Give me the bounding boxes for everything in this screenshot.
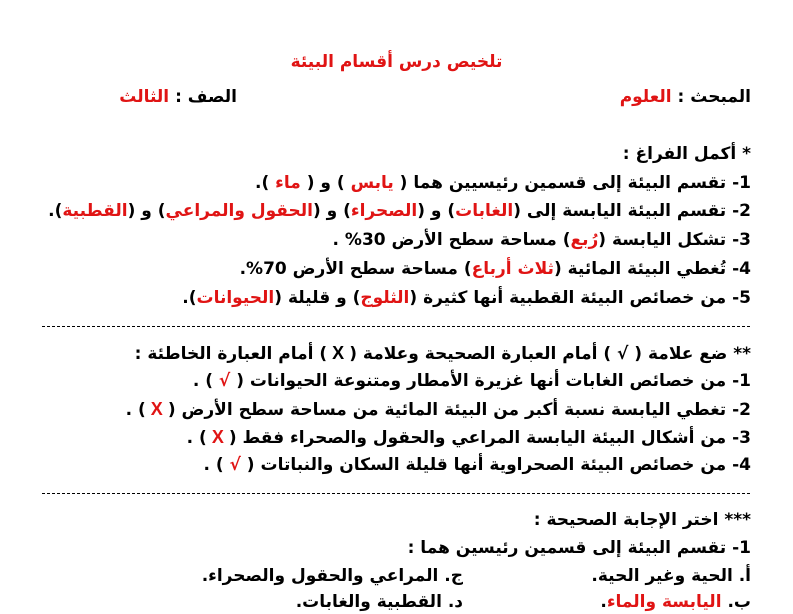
item-text: ) و ( <box>300 173 351 193</box>
section-divider <box>42 493 750 494</box>
fill-item-1 <box>255 171 751 195</box>
heading-text: ** ضع علامة ( √ ) أمام العبارة الصحيحة وعلامة ( <box>349 344 751 364</box>
item-number: 2- <box>732 400 751 420</box>
grade-label: الصف : <box>175 87 237 107</box>
item-number: 1- <box>732 371 751 391</box>
check-mark: √ <box>223 455 247 475</box>
item-text: ) . <box>186 428 207 448</box>
tf-item-4 <box>203 453 751 477</box>
item-number: 4- <box>732 259 751 279</box>
fill-item-4 <box>240 257 751 281</box>
option-text: . <box>600 592 607 612</box>
answer: الصحراء <box>350 201 418 221</box>
item-number: 3- <box>732 230 751 250</box>
item-text: ) مساحة سطح الأرض 30% . <box>332 230 571 250</box>
subject-label: المبحث : <box>677 87 751 107</box>
item-text: ) و ( <box>127 201 166 221</box>
grade-line <box>119 85 237 109</box>
section2-heading <box>135 341 751 366</box>
item-text: تقسم البيئة اليابسة إلى ( <box>513 201 727 221</box>
grade-value: الثالث <box>119 87 170 107</box>
item-text: من خصائص البيئة القطبية أنها كثيرة ( <box>409 288 727 308</box>
item-text: ) و ( <box>417 201 456 221</box>
item-text: ) . <box>192 371 213 391</box>
item-text: ). <box>48 201 63 221</box>
mc-question: 1- تقسم البيئة إلى قسمين رئيسين هما : <box>407 538 751 558</box>
item-text: ) و ( <box>312 201 351 221</box>
answer: يابس <box>350 173 394 193</box>
x-mark: X <box>145 399 168 419</box>
item-text: ). <box>182 288 197 308</box>
item-text: ) . <box>125 400 146 420</box>
tf-item-1 <box>193 369 751 393</box>
answer: الحقول والمراعي <box>165 201 313 221</box>
item-text: ). <box>255 173 276 193</box>
item-text: ) مساحة سطح الأرض 70%. <box>239 259 472 279</box>
page-title: تلخيص درس أقسام البيئة <box>290 52 503 72</box>
item-number: 1- <box>732 173 751 193</box>
answer: القطبية <box>62 201 128 221</box>
option-a: أ. الحية وغير الحية. <box>591 566 751 586</box>
fill-item-2 <box>48 199 751 223</box>
option-c: ج. المراعي والحقول والصحراء. <box>201 566 463 586</box>
section3-heading: *** اختر الإجابة الصحيحة : <box>533 510 751 530</box>
item-number: 4- <box>732 455 751 475</box>
x-mark: X <box>327 343 350 363</box>
heading-text: ) أمام العبارة الخاطئة : <box>134 344 328 364</box>
option-b <box>600 590 751 614</box>
answer: ماء <box>275 173 301 193</box>
item-text: من أشكال البيئة اليابسة المراعي والحقول والصحراء فقط ( <box>228 428 727 448</box>
item-text: تغطي اليابسة نسبة أكبر من البيئة المائية من مساحة سطح الأرض ( <box>167 400 727 420</box>
answer: الغابات <box>455 201 514 221</box>
correct-answer: اليابسة والماء <box>606 592 722 612</box>
item-text: تشكل اليابسة ( <box>598 230 727 250</box>
subject-value: العلوم <box>619 87 672 107</box>
check-mark: √ <box>213 371 237 391</box>
item-text: من خصائص البيئة الصحراوية أنها قليلة السكان والنباتات ( <box>246 455 727 475</box>
answer: ثلاث أرباع <box>471 259 554 279</box>
option-label: ب. <box>727 592 751 612</box>
section-divider <box>42 326 750 327</box>
tf-item-3 <box>187 425 751 450</box>
item-number: 5- <box>732 288 751 308</box>
answer: الثلوج <box>360 288 410 308</box>
answer: رُبع <box>570 230 599 250</box>
x-mark: X <box>206 427 229 447</box>
option-d: د. القطبية والغابات. <box>295 592 463 612</box>
item-number: 2- <box>732 201 751 221</box>
item-text: ) و قليلة ( <box>274 288 361 308</box>
section1-heading: * أكمل الفراغ : <box>622 144 751 164</box>
item-text: تُغطي البيئة المائية ( <box>553 259 727 279</box>
fill-item-3 <box>333 228 751 252</box>
subject-line <box>620 85 751 109</box>
item-number: 3- <box>732 428 751 448</box>
item-text: تقسم البيئة إلى قسمين رئيسيين هما ( <box>393 173 727 193</box>
tf-item-2 <box>126 397 751 422</box>
item-text: من خصائص الغابات أنها غزيرة الأمطار ومتنوعة الحيوانات ( <box>236 371 727 391</box>
item-text: ) . <box>203 455 224 475</box>
fill-item-5 <box>182 286 751 310</box>
answer: الحيوانات <box>196 288 275 308</box>
